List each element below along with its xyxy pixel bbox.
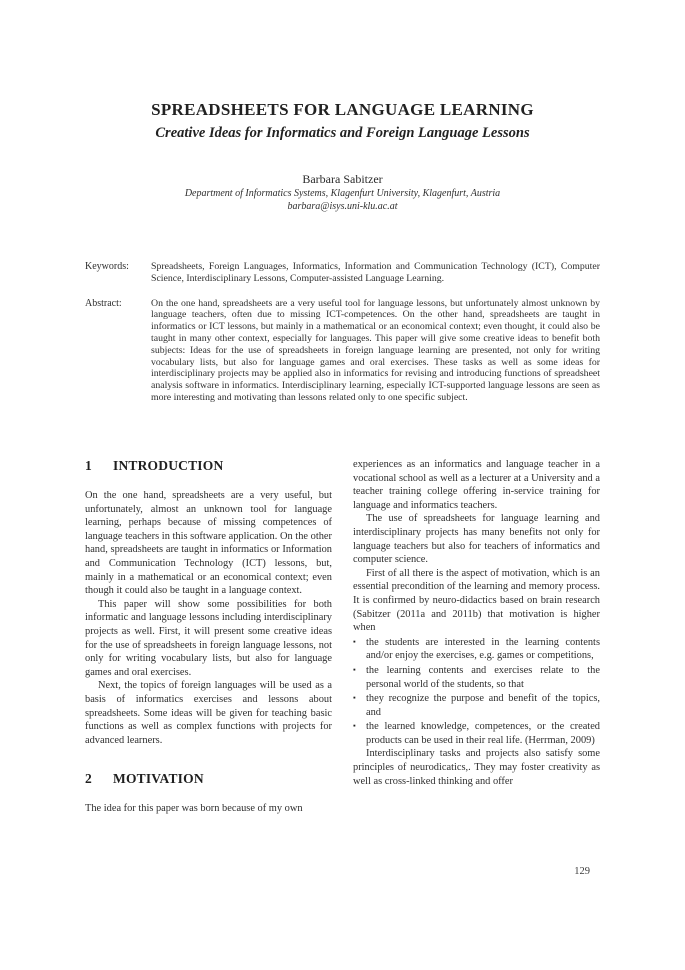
bullet-text: the students are interested in the learning contents and/or enjoy the exercises, e.g. games or competitions, bbox=[366, 636, 600, 662]
square-bullet-icon: ▪ bbox=[353, 636, 356, 646]
page-number: 129 bbox=[574, 866, 590, 877]
section-heading-motivation bbox=[85, 771, 332, 787]
keywords-label: Keywords: bbox=[85, 261, 129, 272]
intro-paragraph-2: This paper will show some possibilities for both informatic and language lessons including interdisciplinary projects as well. First, it will present some creative ideas for the use of spreadsheets in foreign language lessons, not only for writing vocabulary lists, but also for language games and oral exercises. bbox=[85, 598, 332, 678]
list-item bbox=[353, 663, 600, 691]
list-item bbox=[353, 719, 600, 747]
intro-paragraph-3: Next, the topics of foreign languages will be used as a basis of informatics exercises and lessons about spreadsheets. Some ideas will be given for teaching basic functions as well as complex functions with projects for advanced learners. bbox=[85, 680, 332, 746]
left-column bbox=[85, 458, 332, 816]
list-item bbox=[353, 691, 600, 719]
section-heading-introduction bbox=[85, 458, 332, 474]
right-paragraph-1: experiences as an informatics and language teacher in a vocational school as well as a lecturer at a University and a teacher training college offering in-service training for language and informatics teachers. bbox=[353, 459, 600, 511]
bullet-text: they recognize the purpose and benefit of the topics, and bbox=[366, 693, 600, 718]
section-title: INTRODUCTION bbox=[113, 458, 224, 473]
keywords-row bbox=[85, 261, 600, 285]
bullet-text: the learned knowledge, competences, or the created products can be used in their real life. (Herrman, 2009) bbox=[366, 721, 600, 746]
author-block bbox=[85, 172, 600, 213]
intro-paragraph-1: On the one hand, spreadsheets are a very useful, but unfortunately, almost an unknown tool for language learning, perhaps because of missing competences of language teachers in this software application. On the other hand, spreadsheets are taught in informatics or Information and Communication Technology (ICT) lessons, but, mainly in a mathematical or an economical context; even though it could also be taught in a language context. bbox=[85, 490, 332, 597]
square-bullet-icon: ▪ bbox=[353, 693, 356, 703]
motivation-bullet-list bbox=[353, 635, 600, 748]
right-paragraph-3: First of all there is the aspect of motivation, which is an essential precondition of the learning and memory process. It is confirmed by neuro-didactics based on brain research (Sabitzer (2011a and 2011b) that motivation is higher when bbox=[353, 567, 600, 634]
section-number: 2 bbox=[85, 771, 92, 787]
right-paragraph-4: Interdisciplinary tasks and projects also satisfy some principles of neurodicatics,. They may foster creativity as well as cross-linked thinking and offer bbox=[353, 748, 600, 787]
list-item bbox=[353, 635, 600, 663]
author-affiliation: Department of Informatics Systems, Klagenfurt University, Klagenfurt, Austria bbox=[184, 188, 501, 199]
title-block bbox=[85, 100, 600, 142]
right-paragraph-2: The use of spreadsheets for language learning and interdisciplinary projects has many benefits not only for language teachers but also for teachers of informatics and computer science. bbox=[353, 513, 600, 566]
paper-title: SPREADSHEETS FOR LANGUAGE LEARNING bbox=[151, 100, 534, 119]
author-name: Barbara Sabitzer bbox=[302, 172, 383, 186]
motivation-paragraph-1: The idea for this paper was born because of my own bbox=[85, 803, 303, 815]
section-title: MOTIVATION bbox=[113, 771, 204, 787]
front-matter bbox=[85, 261, 600, 404]
square-bullet-icon: ▪ bbox=[353, 664, 356, 674]
section-number: 1 bbox=[85, 458, 92, 473]
abstract-label: Abstract: bbox=[85, 297, 122, 309]
right-column bbox=[353, 458, 600, 788]
bullet-text: the learning contents and exercises relate to the personal world of the students, so that bbox=[366, 664, 600, 690]
square-bullet-icon: ▪ bbox=[353, 721, 356, 731]
author-email: barbara@isys.uni-klu.ac.at bbox=[287, 201, 398, 212]
abstract-text: On the one hand, spreadsheets are a very useful tool for language lessons, but unfortunately almost unknown by language teachers, often due to missing ICT-competences. On the other hand, spreadsheets are taught in informatics or ICT lessons, but mainly in a mathematical or an economical context; even thought, it could also be taught in many other context, especially for languages. This paper will give some creative ideas to benefit both subjects: Ideas for the use of spreadsheets in foreign language learning are presented, not only for writing vocabulary lists, but also for language games and oral exercises. These tasks as well as some ideas for interdisciplinary projects may be applied also in informatics for revising and introducing functions of spreadsheet analysis software in informatics. Interdisciplinary learning, especially ICT-supported language lessons are seen as more interesting and motivating than lessons related only to one specific subject. bbox=[151, 297, 600, 403]
keywords-text: Spreadsheets, Foreign Languages, Informatics, Information and Communication Technology (ICT), Computer Science, Interdisciplinary Lessons, Computer-assisted Language Learning. bbox=[151, 261, 600, 284]
abstract-row bbox=[85, 298, 600, 404]
paper-subtitle: Creative Ideas for Informatics and Foreign Language Lessons bbox=[155, 125, 530, 141]
